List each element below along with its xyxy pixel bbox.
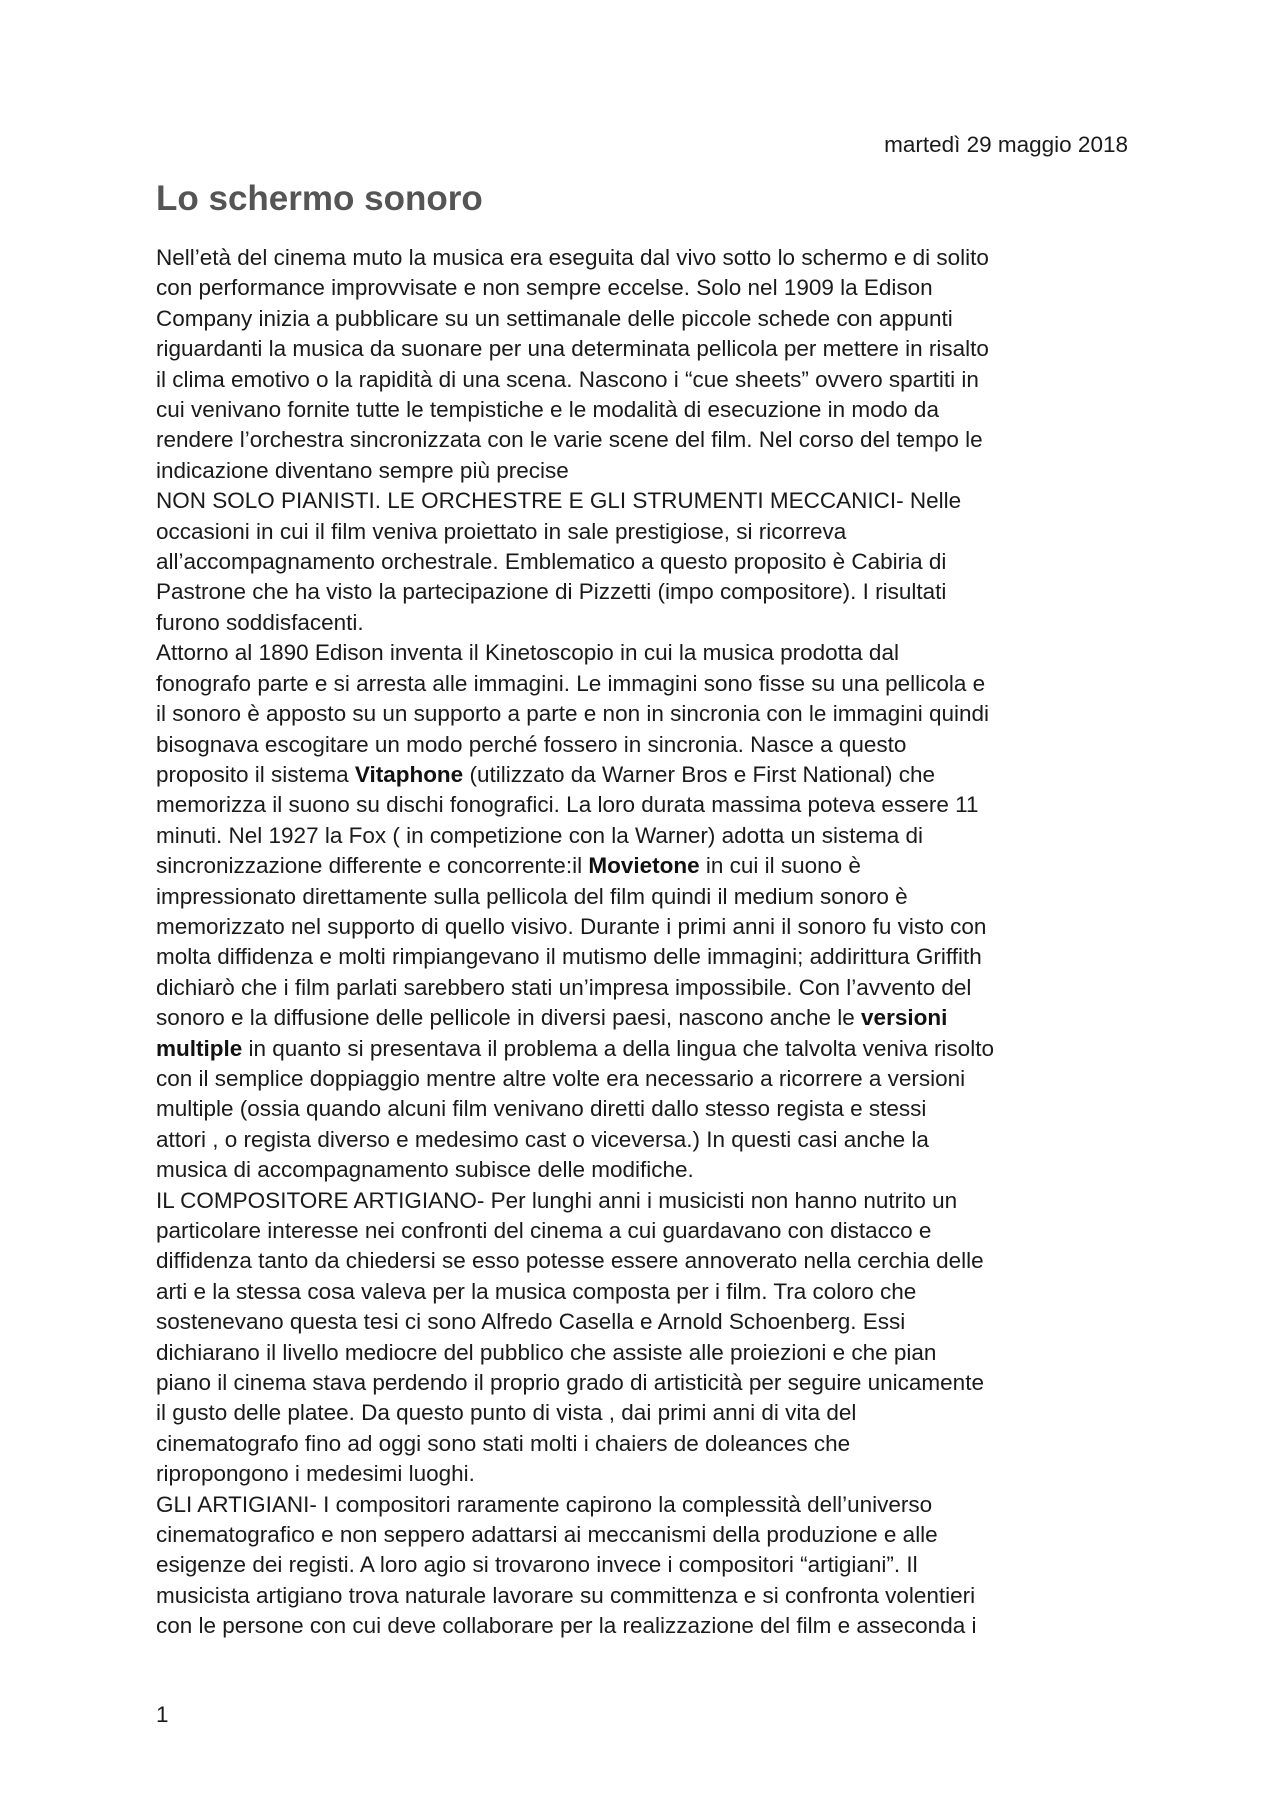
body-text-line	[156, 395, 1136, 425]
body-text-line	[156, 1307, 1136, 1337]
text-run: memorizza il suono su dischi fonografici. La loro durata massima poteva essere 11	[156, 792, 979, 818]
text-run: con le persone con cui deve collaborare per la realizzazione del film e asseconda i	[156, 1613, 977, 1639]
text-run: sincronizzazione differente e concorrente:il	[156, 853, 589, 879]
body-text-line	[156, 1398, 1136, 1428]
text-run: piano il cinema stava perdendo il proprio grado di artisticità per seguire unicamente	[156, 1370, 984, 1396]
body-text-line	[156, 577, 1136, 607]
body-text-line	[156, 973, 1136, 1003]
document-date: martedì 29 maggio 2018	[884, 132, 1128, 157]
text-run: all’accompagnamento orchestrale. Emblematico a questo proposito è Cabiria di	[156, 549, 947, 575]
text-run: IL COMPOSITORE ARTIGIANO- Per lunghi anni i musicisti non hanno nutrito un	[156, 1187, 958, 1213]
body-text-line	[156, 760, 1136, 790]
body-text-line	[156, 1459, 1136, 1489]
body-text-line	[156, 669, 1136, 699]
text-run: impressionato direttamente sulla pellicola del film quindi il medium sonoro è	[156, 883, 908, 909]
text-run: Attorno al 1890 Edison inventa il Kinetoscopio in cui la musica prodotta dal	[156, 640, 899, 666]
body-text-line	[156, 1490, 1136, 1520]
text-run: NON SOLO PIANISTI. LE ORCHESTRE E GLI STRUMENTI MECCANICI- Nelle	[156, 488, 962, 514]
body-text-line	[156, 638, 1136, 668]
text-run: memorizzato nel supporto di quello visivo. Durante i primi anni il sonoro fu visto con	[156, 913, 987, 939]
text-run: Nell’età del cinema muto la musica era eseguita dal vivo sotto lo schermo e di solito	[156, 245, 989, 270]
bold-term: multiple	[156, 1035, 243, 1061]
text-run: (utilizzato da Warner Bros e First National) che	[463, 761, 936, 787]
text-run: sonoro e la diffusione delle pellicole in diversi paesi, nascono anche le	[156, 1005, 862, 1031]
bold-term: Vitaphone	[354, 761, 464, 787]
body-text-line	[156, 1277, 1136, 1307]
text-run: bisognava escogitare un modo perché fossero in sincronia. Nasce a questo	[156, 731, 907, 757]
text-run: il sonoro è apposto su un supporto a parte e non in sincronia con le immagini quindi	[156, 701, 990, 727]
text-run: Pastrone che ha visto la partecipazione di Pizzetti (impo compositore). I risultati	[156, 579, 947, 605]
body-text-line	[156, 608, 1136, 638]
text-run: arti e la stessa cosa valeva per la musica composta per i film. Tra coloro che	[156, 1278, 917, 1304]
body-text-line	[156, 1581, 1136, 1611]
body-text-line	[156, 1094, 1136, 1124]
body-text-line	[156, 1216, 1136, 1246]
body-text-line	[156, 942, 1136, 972]
text-run: proposito il sistema	[156, 761, 355, 787]
body-text-line	[156, 243, 1136, 273]
body-text-line	[156, 851, 1136, 881]
text-run: cinematografo fino ad oggi sono stati molti i chaiers de doleances che	[156, 1430, 851, 1456]
page-number: 1	[156, 1702, 169, 1727]
document-body	[156, 243, 1136, 1642]
body-text-line	[156, 912, 1136, 942]
text-run: il gusto delle platee. Da questo punto di vista , dai primi anni di vita del	[156, 1400, 857, 1426]
body-text-line	[156, 456, 1136, 486]
body-text-line	[156, 365, 1136, 395]
body-text-line	[156, 547, 1136, 577]
body-text-line	[156, 882, 1136, 912]
body-text-line	[156, 517, 1136, 547]
text-run: riguardanti la musica da suonare per una determinata pellicola per mettere in risalto	[156, 336, 989, 362]
text-run: il clima emotivo o la rapidità di una scena. Nascono i “cue sheets” ovvero spartiti in	[156, 366, 979, 392]
text-run: furono soddisfacenti.	[156, 609, 364, 635]
text-run: musicista artigiano trova naturale lavorare su committenza e si confronta volentieri	[156, 1582, 976, 1608]
text-run: molta diffidenza e molti rimpiangevano il mutismo delle immagini; addirittura Griffith	[156, 944, 982, 970]
text-run: dichiarano il livello mediocre del pubblico che assiste alle proiezioni e che pian	[156, 1339, 937, 1365]
text-run: sostenevano questa tesi ci sono Alfredo Casella e Arnold Schoenberg. Essi	[156, 1309, 906, 1335]
body-text-line	[156, 1611, 1136, 1641]
document-title: Lo schermo sonoro	[156, 179, 483, 218]
body-text-line	[156, 1064, 1136, 1094]
text-run: fonografo parte e si arresta alle immagini. Le immagini sono fisse su una pellicola e	[156, 670, 986, 696]
text-run: dichiarò che i film parlati sarebbero stati un’impresa impossibile. Con l’avvento del	[156, 974, 972, 1000]
body-text-line	[156, 273, 1136, 303]
text-run: Company inizia a pubblicare su un settimanale delle piccole schede con appunti	[156, 305, 953, 331]
body-text-line	[156, 1186, 1136, 1216]
body-text-line	[156, 1550, 1136, 1580]
body-text-line	[156, 1429, 1136, 1459]
text-run: indicazione diventano sempre più precise	[156, 457, 569, 483]
text-run: in quanto si presentava il problema a della lingua che talvolta veniva risolto	[242, 1035, 994, 1061]
body-text-line	[156, 1246, 1136, 1276]
bold-term: Movietone	[588, 853, 700, 879]
text-run: attori , o regista diverso e medesimo cast o viceversa.) In questi casi anche la	[156, 1126, 929, 1152]
text-run: diffidenza tanto da chiedersi se esso potesse essere annoverato nella cerchia delle	[156, 1248, 984, 1274]
text-run: cui venivano fornite tutte le tempistiche e le modalità di esecuzione in modo da	[156, 397, 939, 423]
body-text-line	[156, 1520, 1136, 1550]
bold-term: versioni	[861, 1005, 948, 1031]
body-text-line	[156, 821, 1136, 851]
text-run: GLI ARTIGIANI- I compositori raramente capirono la complessità dell’universo	[156, 1491, 933, 1517]
body-text-line	[156, 1125, 1136, 1155]
body-text-line	[156, 699, 1136, 729]
body-text-line	[156, 486, 1136, 516]
text-run: musica di accompagnamento subisce delle modifiche.	[156, 1157, 694, 1183]
body-text-line	[156, 1003, 1136, 1033]
text-run: in cui il suono è	[699, 853, 861, 879]
text-run: con il semplice doppiaggio mentre altre volte era necessario a ricorrere a versioni	[156, 1065, 966, 1091]
text-run: ripropongono i medesimi luoghi.	[156, 1461, 475, 1487]
text-run: con performance improvvisate e non sempre eccelse. Solo nel 1909 la Edison	[156, 275, 933, 301]
text-run: esigenze dei registi. A loro agio si trovarono invece i compositori “artigiani”. Il	[156, 1552, 918, 1578]
body-text-line	[156, 304, 1136, 334]
body-text-line	[156, 1338, 1136, 1368]
body-text-line	[156, 790, 1136, 820]
body-text-line	[156, 1034, 1136, 1064]
body-text-line	[156, 334, 1136, 364]
text-run: multiple (ossia quando alcuni film venivano diretti dallo stesso regista e stessi	[156, 1096, 927, 1122]
text-run: minuti. Nel 1927 la Fox ( in competizione con la Warner) adotta un sistema di	[156, 822, 924, 848]
body-text-line	[156, 1368, 1136, 1398]
body-text-line	[156, 425, 1136, 455]
text-run: particolare interesse nei confronti del cinema a cui guardavano con distacco e	[156, 1218, 932, 1243]
body-text-line	[156, 1155, 1136, 1185]
text-run: occasioni in cui il film veniva proiettato in sale prestigiose, si ricorreva	[156, 518, 847, 544]
body-text-line	[156, 730, 1136, 760]
text-run: rendere l’orchestra sincronizzata con le varie scene del film. Nel corso del tempo le	[156, 427, 983, 453]
text-run: cinematografico e non seppero adattarsi ai meccanismi della produzione e alle	[156, 1522, 938, 1548]
